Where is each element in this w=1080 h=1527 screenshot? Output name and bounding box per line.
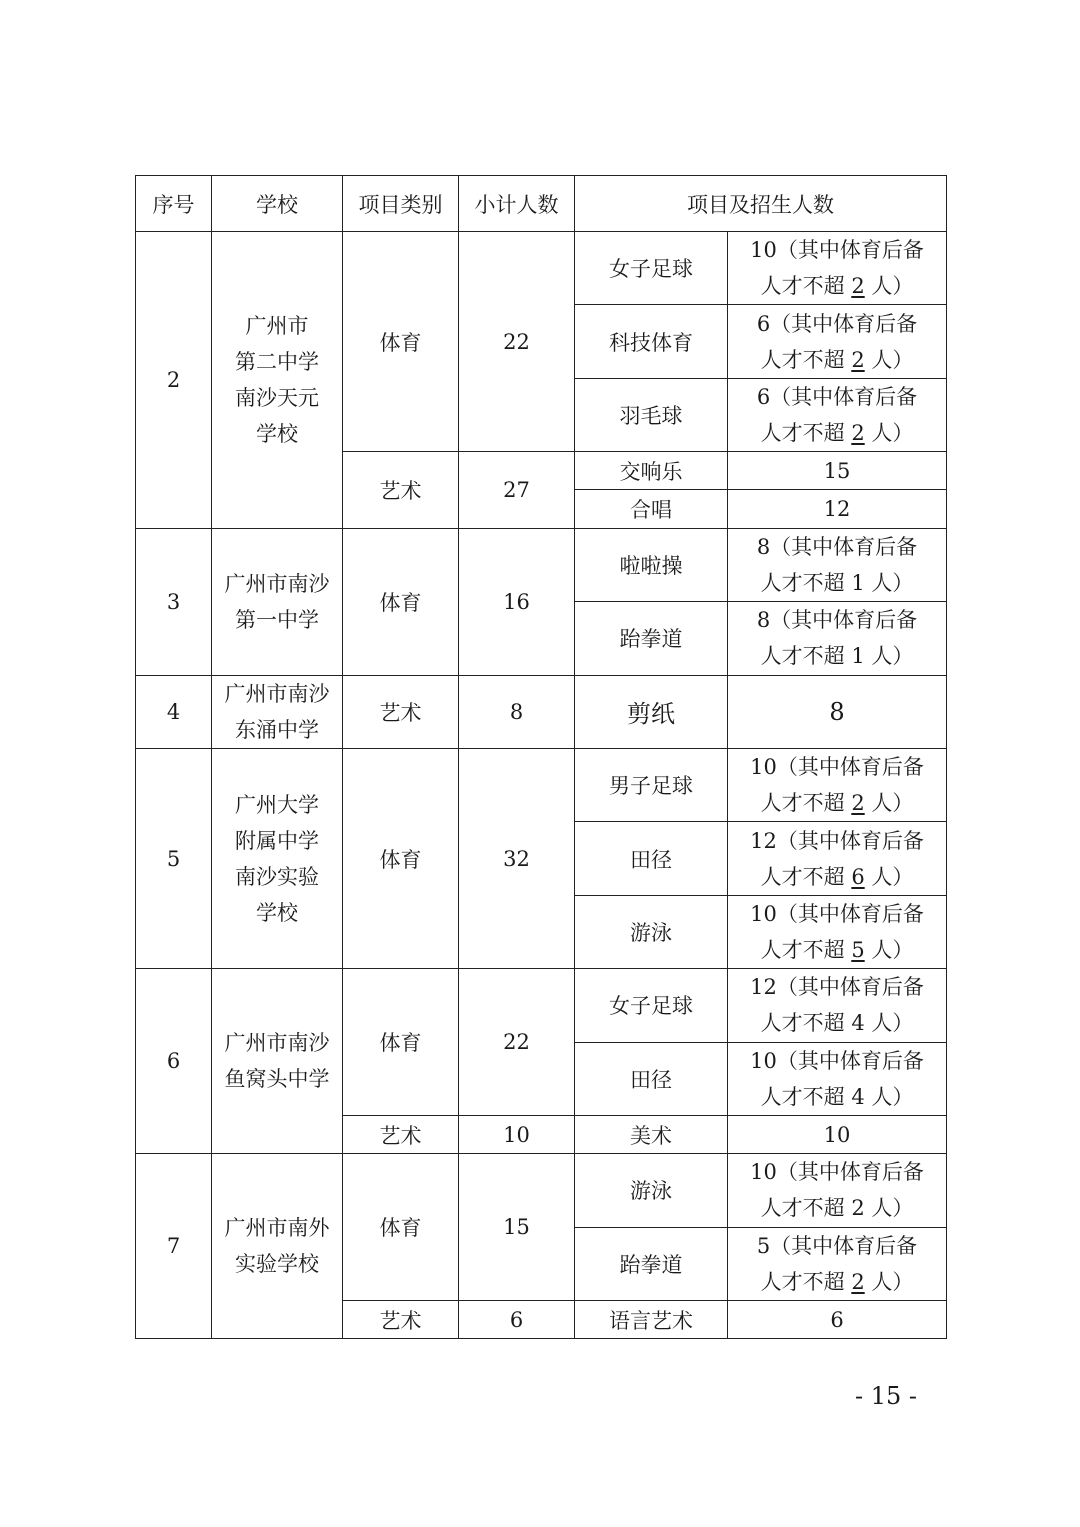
quota-text: 10（其中体育后备 人才不超 <box>750 755 924 816</box>
category-cell: 体育 <box>343 748 459 968</box>
item-name: 语言艺术 <box>575 1300 728 1338</box>
header-no: 序号 <box>136 176 212 232</box>
quota-limit-number: 2 <box>851 1269 865 1294</box>
table-row <box>136 528 947 601</box>
enrollment-table <box>135 175 947 1339</box>
item-name: 科技体育 <box>575 305 728 378</box>
quota-suffix: 人） <box>871 420 914 445</box>
quota-suffix: 人） <box>871 937 914 962</box>
quota-text: 8 <box>829 697 845 726</box>
row-number: 3 <box>136 528 212 675</box>
quota-text: 10（其中体育后备 人才不超 <box>750 238 924 299</box>
table-body <box>136 232 947 1339</box>
item-quota <box>728 822 947 895</box>
quota-limit-number: 2 <box>851 274 865 299</box>
school-name: 广州市南沙 第一中学 <box>212 528 343 675</box>
subtotal-cell: 10 <box>459 1115 575 1153</box>
item-quota <box>728 452 947 490</box>
subtotal-cell: 16 <box>459 528 575 675</box>
quota-limit-number: 2 <box>851 791 865 816</box>
item-quota <box>728 305 947 378</box>
item-name: 女子足球 <box>575 969 728 1042</box>
row-number: 4 <box>136 675 212 748</box>
row-number: 2 <box>136 232 212 529</box>
item-name: 跆拳道 <box>575 1227 728 1300</box>
item-name: 田径 <box>575 1042 728 1115</box>
category-cell: 艺术 <box>343 452 459 529</box>
quota-text: 12（其中体育后备 人才不超 4 人） <box>750 975 924 1036</box>
subtotal-cell: 32 <box>459 748 575 968</box>
page-number: - 15 - <box>855 1382 918 1410</box>
item-quota <box>728 378 947 451</box>
subtotal-cell: 22 <box>459 232 575 452</box>
subtotal-cell: 6 <box>459 1300 575 1338</box>
school-name: 广州市南沙 鱼窝头中学 <box>212 969 343 1154</box>
item-name: 男子足球 <box>575 748 728 821</box>
table-row <box>136 969 947 1042</box>
table-row <box>136 232 947 305</box>
item-name: 剪纸 <box>575 675 728 748</box>
item-quota <box>728 602 947 675</box>
quota-text: 8（其中体育后备 人才不超 1 人） <box>756 608 918 669</box>
row-number: 5 <box>136 748 212 968</box>
category-cell: 体育 <box>343 528 459 675</box>
quota-suffix: 人） <box>871 1269 914 1294</box>
quota-text: 8（其中体育后备 人才不超 1 人） <box>756 534 918 595</box>
quota-suffix: 人） <box>871 791 914 816</box>
item-quota <box>728 1042 947 1115</box>
item-quota <box>728 490 947 528</box>
quota-text: 6（其中体育后备 人才不超 <box>756 384 918 445</box>
item-quota <box>728 1300 947 1338</box>
school-name: 广州大学 附属中学 南沙实验 学校 <box>212 748 343 968</box>
header-subtotal: 小计人数 <box>459 176 575 232</box>
item-quota <box>728 1154 947 1227</box>
school-name: 广州市南外 实验学校 <box>212 1154 343 1339</box>
quota-text: 12 <box>823 497 851 522</box>
quota-text: 10 <box>823 1122 851 1147</box>
quota-text: 6（其中体育后备 人才不超 <box>756 311 918 372</box>
category-cell: 艺术 <box>343 1115 459 1153</box>
category-cell: 体育 <box>343 969 459 1116</box>
quota-text: 12（其中体育后备 人才不超 <box>750 828 924 889</box>
quota-limit-number: 2 <box>851 420 865 445</box>
header-school: 学校 <box>212 176 343 232</box>
row-number: 6 <box>136 969 212 1154</box>
item-name: 合唱 <box>575 490 728 528</box>
item-quota <box>728 748 947 821</box>
item-name: 女子足球 <box>575 232 728 305</box>
subtotal-cell: 15 <box>459 1154 575 1301</box>
quota-text: 5（其中体育后备 人才不超 <box>756 1233 918 1294</box>
item-quota <box>728 232 947 305</box>
school-name: 广州市南沙 东涌中学 <box>212 675 343 748</box>
item-quota <box>728 528 947 601</box>
item-name: 田径 <box>575 822 728 895</box>
quota-text: 10（其中体育后备 人才不超 4 人） <box>750 1048 924 1109</box>
row-number: 7 <box>136 1154 212 1339</box>
quota-text: 10（其中体育后备 人才不超 <box>750 901 924 962</box>
category-cell: 艺术 <box>343 1300 459 1338</box>
table-row <box>136 748 947 821</box>
item-quota <box>728 1227 947 1300</box>
quota-text: 15 <box>823 458 851 483</box>
subtotal-cell: 27 <box>459 452 575 529</box>
quota-text: 10（其中体育后备 人才不超 2 人） <box>750 1160 924 1221</box>
quota-suffix: 人） <box>871 274 914 299</box>
quota-suffix: 人） <box>871 864 914 889</box>
item-quota <box>728 895 947 968</box>
item-name: 跆拳道 <box>575 602 728 675</box>
table-row <box>136 1154 947 1227</box>
school-name: 广州市 第二中学 南沙天元 学校 <box>212 232 343 529</box>
table-header-row <box>136 176 947 232</box>
header-category: 项目类别 <box>343 176 459 232</box>
item-name: 游泳 <box>575 895 728 968</box>
subtotal-cell: 22 <box>459 969 575 1116</box>
quota-limit-number: 5 <box>851 937 865 962</box>
item-quota <box>728 675 947 748</box>
item-name: 啦啦操 <box>575 528 728 601</box>
category-cell: 体育 <box>343 232 459 452</box>
item-name: 交响乐 <box>575 452 728 490</box>
item-name: 美术 <box>575 1115 728 1153</box>
item-name: 羽毛球 <box>575 378 728 451</box>
subtotal-cell: 8 <box>459 675 575 748</box>
category-cell: 体育 <box>343 1154 459 1301</box>
quota-text: 6 <box>830 1307 844 1332</box>
quota-suffix: 人） <box>871 347 914 372</box>
item-quota <box>728 969 947 1042</box>
category-cell: 艺术 <box>343 675 459 748</box>
table-row <box>136 675 947 748</box>
quota-limit-number: 2 <box>851 347 865 372</box>
header-items: 项目及招生人数 <box>575 176 947 232</box>
item-name: 游泳 <box>575 1154 728 1227</box>
quota-limit-number: 6 <box>851 864 865 889</box>
item-quota <box>728 1115 947 1153</box>
